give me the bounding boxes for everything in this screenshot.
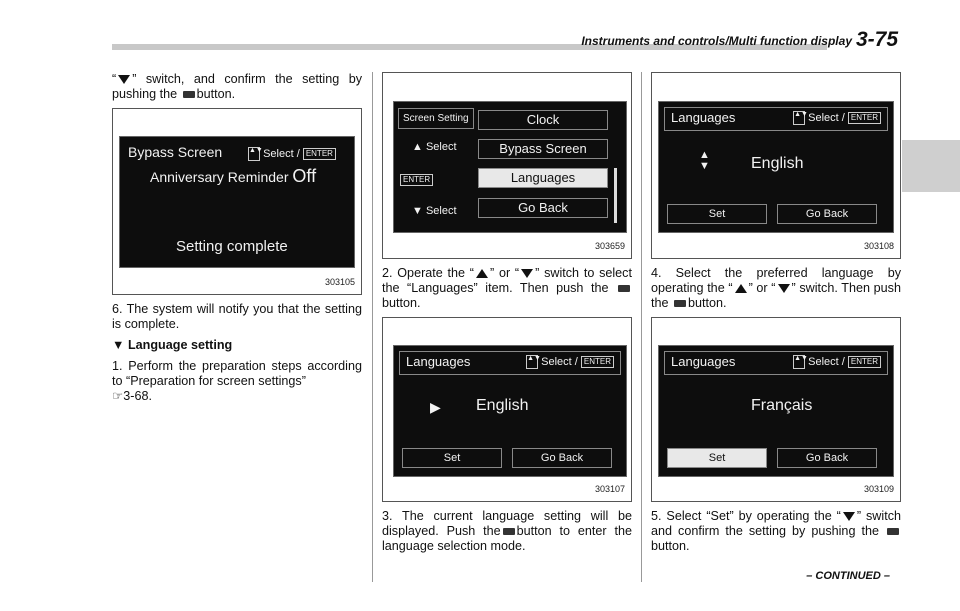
screen-header [664, 107, 888, 131]
column-divider [372, 72, 373, 582]
figure-setting-complete [112, 108, 362, 295]
updown-icon: ▲▼ [248, 147, 260, 161]
display-screen [393, 345, 627, 477]
up-arrow-icon [476, 269, 488, 278]
figure-number: 303109 [863, 484, 894, 494]
figure-languages-english [382, 317, 632, 502]
figure-screen-setting [382, 72, 632, 259]
menu-item-languages-selected: Languages [478, 168, 608, 188]
enter-button-icon [674, 300, 686, 307]
intro-paragraph: “ ” switch, and confirm the setting by pushing the button. [112, 72, 362, 101]
figure-number: 303659 [594, 241, 625, 251]
select-enter-hint: ▲▼ Select / ENTER [248, 147, 336, 162]
figure-language-francais [651, 317, 901, 502]
step-1: 1. Perform the preparation steps according to “Preparation for screen settings” ☞3-68. [112, 359, 362, 403]
selected-language: Français [751, 397, 813, 414]
menu-item-clock: Clock [478, 110, 608, 130]
down-arrow-icon [118, 75, 130, 84]
languages-title: Languages [406, 354, 471, 369]
play-arrow-icon: ▶ [430, 399, 441, 415]
figure-number: 303108 [863, 241, 894, 251]
anniversary-reminder-label: Anniversary Reminder Off [150, 166, 317, 186]
down-arrow-icon [521, 269, 533, 278]
enter-key-icon: ENTER [303, 148, 336, 160]
display-screen [658, 345, 894, 477]
updown-arrows-icon: ▲ ▼ [699, 149, 710, 172]
down-arrow-icon [843, 512, 855, 521]
enter-key-icon: ENTER [400, 172, 433, 187]
menu-item-bypass-screen: Bypass Screen [478, 139, 608, 159]
figure-number: 303105 [324, 277, 355, 287]
bullet-icon: ▼ [112, 338, 125, 352]
up-arrow-icon [735, 284, 747, 293]
step-4: 4. Select the preferred language by operating the “ ” or “ ” switch. Then push the button. [651, 266, 901, 310]
languages-title: Languages [671, 110, 736, 125]
screen-header [664, 351, 888, 375]
enter-button-icon [183, 91, 195, 98]
menu-item-go-back: Go Back [478, 198, 608, 218]
step-2: 2. Operate the “ ” or “ ” switch to select the “Languages” item. Then push the button. [382, 266, 632, 310]
thumb-tab [902, 140, 960, 192]
current-language: English [476, 397, 529, 414]
selected-language: English [751, 155, 804, 172]
column-3 [651, 72, 901, 560]
down-arrow-icon [778, 284, 790, 293]
column-1 [112, 72, 362, 410]
languages-title: Languages [671, 354, 736, 369]
continued-marker: – CONTINUED – [806, 570, 890, 582]
section-title: Instruments and controls/Multi function display [581, 34, 852, 48]
page-number: 3-75 [855, 28, 898, 51]
enter-button-icon [503, 528, 515, 535]
go-back-button: Go Back [777, 204, 877, 224]
language-setting-heading: ▼ Language setting [112, 338, 233, 352]
select-down-label: ▼ Select [412, 205, 457, 217]
go-back-button: Go Back [777, 448, 877, 468]
screen-setting-title: Screen Setting [398, 108, 474, 129]
screen-header [399, 351, 621, 375]
display-screen [393, 101, 627, 233]
select-enter-hint: ▲▼ Select / ENTER [793, 355, 881, 370]
enter-button-icon [618, 285, 630, 292]
step-5: 5. Select “Set” by operating the “ ” switch and confirm the setting by pushing the button. [651, 509, 902, 553]
figure-number: 303107 [594, 484, 625, 494]
step-6: 6. The system will notify you that the setting is complete. [112, 302, 362, 331]
select-enter-hint: ▲▼ Select / ENTER [793, 111, 881, 126]
step-3: 3. The current language setting will be displayed. Push the button to enter the language selection mode. [382, 509, 632, 553]
go-back-button: Go Back [512, 448, 612, 468]
setting-complete-message: Setting complete [176, 238, 288, 255]
bypass-screen-label: Bypass Screen [128, 144, 223, 160]
set-button-selected: Set [667, 448, 767, 468]
select-enter-hint: ▲▼ Select / ENTER [526, 355, 614, 370]
reminder-value: Off [292, 166, 317, 186]
set-button: Set [402, 448, 502, 468]
set-button: Set [667, 204, 767, 224]
column-divider [641, 72, 642, 582]
scrollbar [614, 168, 617, 223]
display-screen [658, 101, 894, 233]
enter-button-icon [887, 528, 899, 535]
figure-language-select-english [651, 72, 901, 259]
column-2 [382, 72, 632, 560]
select-up-label: ▲ Select [412, 141, 457, 153]
display-screen [119, 136, 355, 268]
reference-arrow-icon: ☞ [112, 389, 124, 403]
